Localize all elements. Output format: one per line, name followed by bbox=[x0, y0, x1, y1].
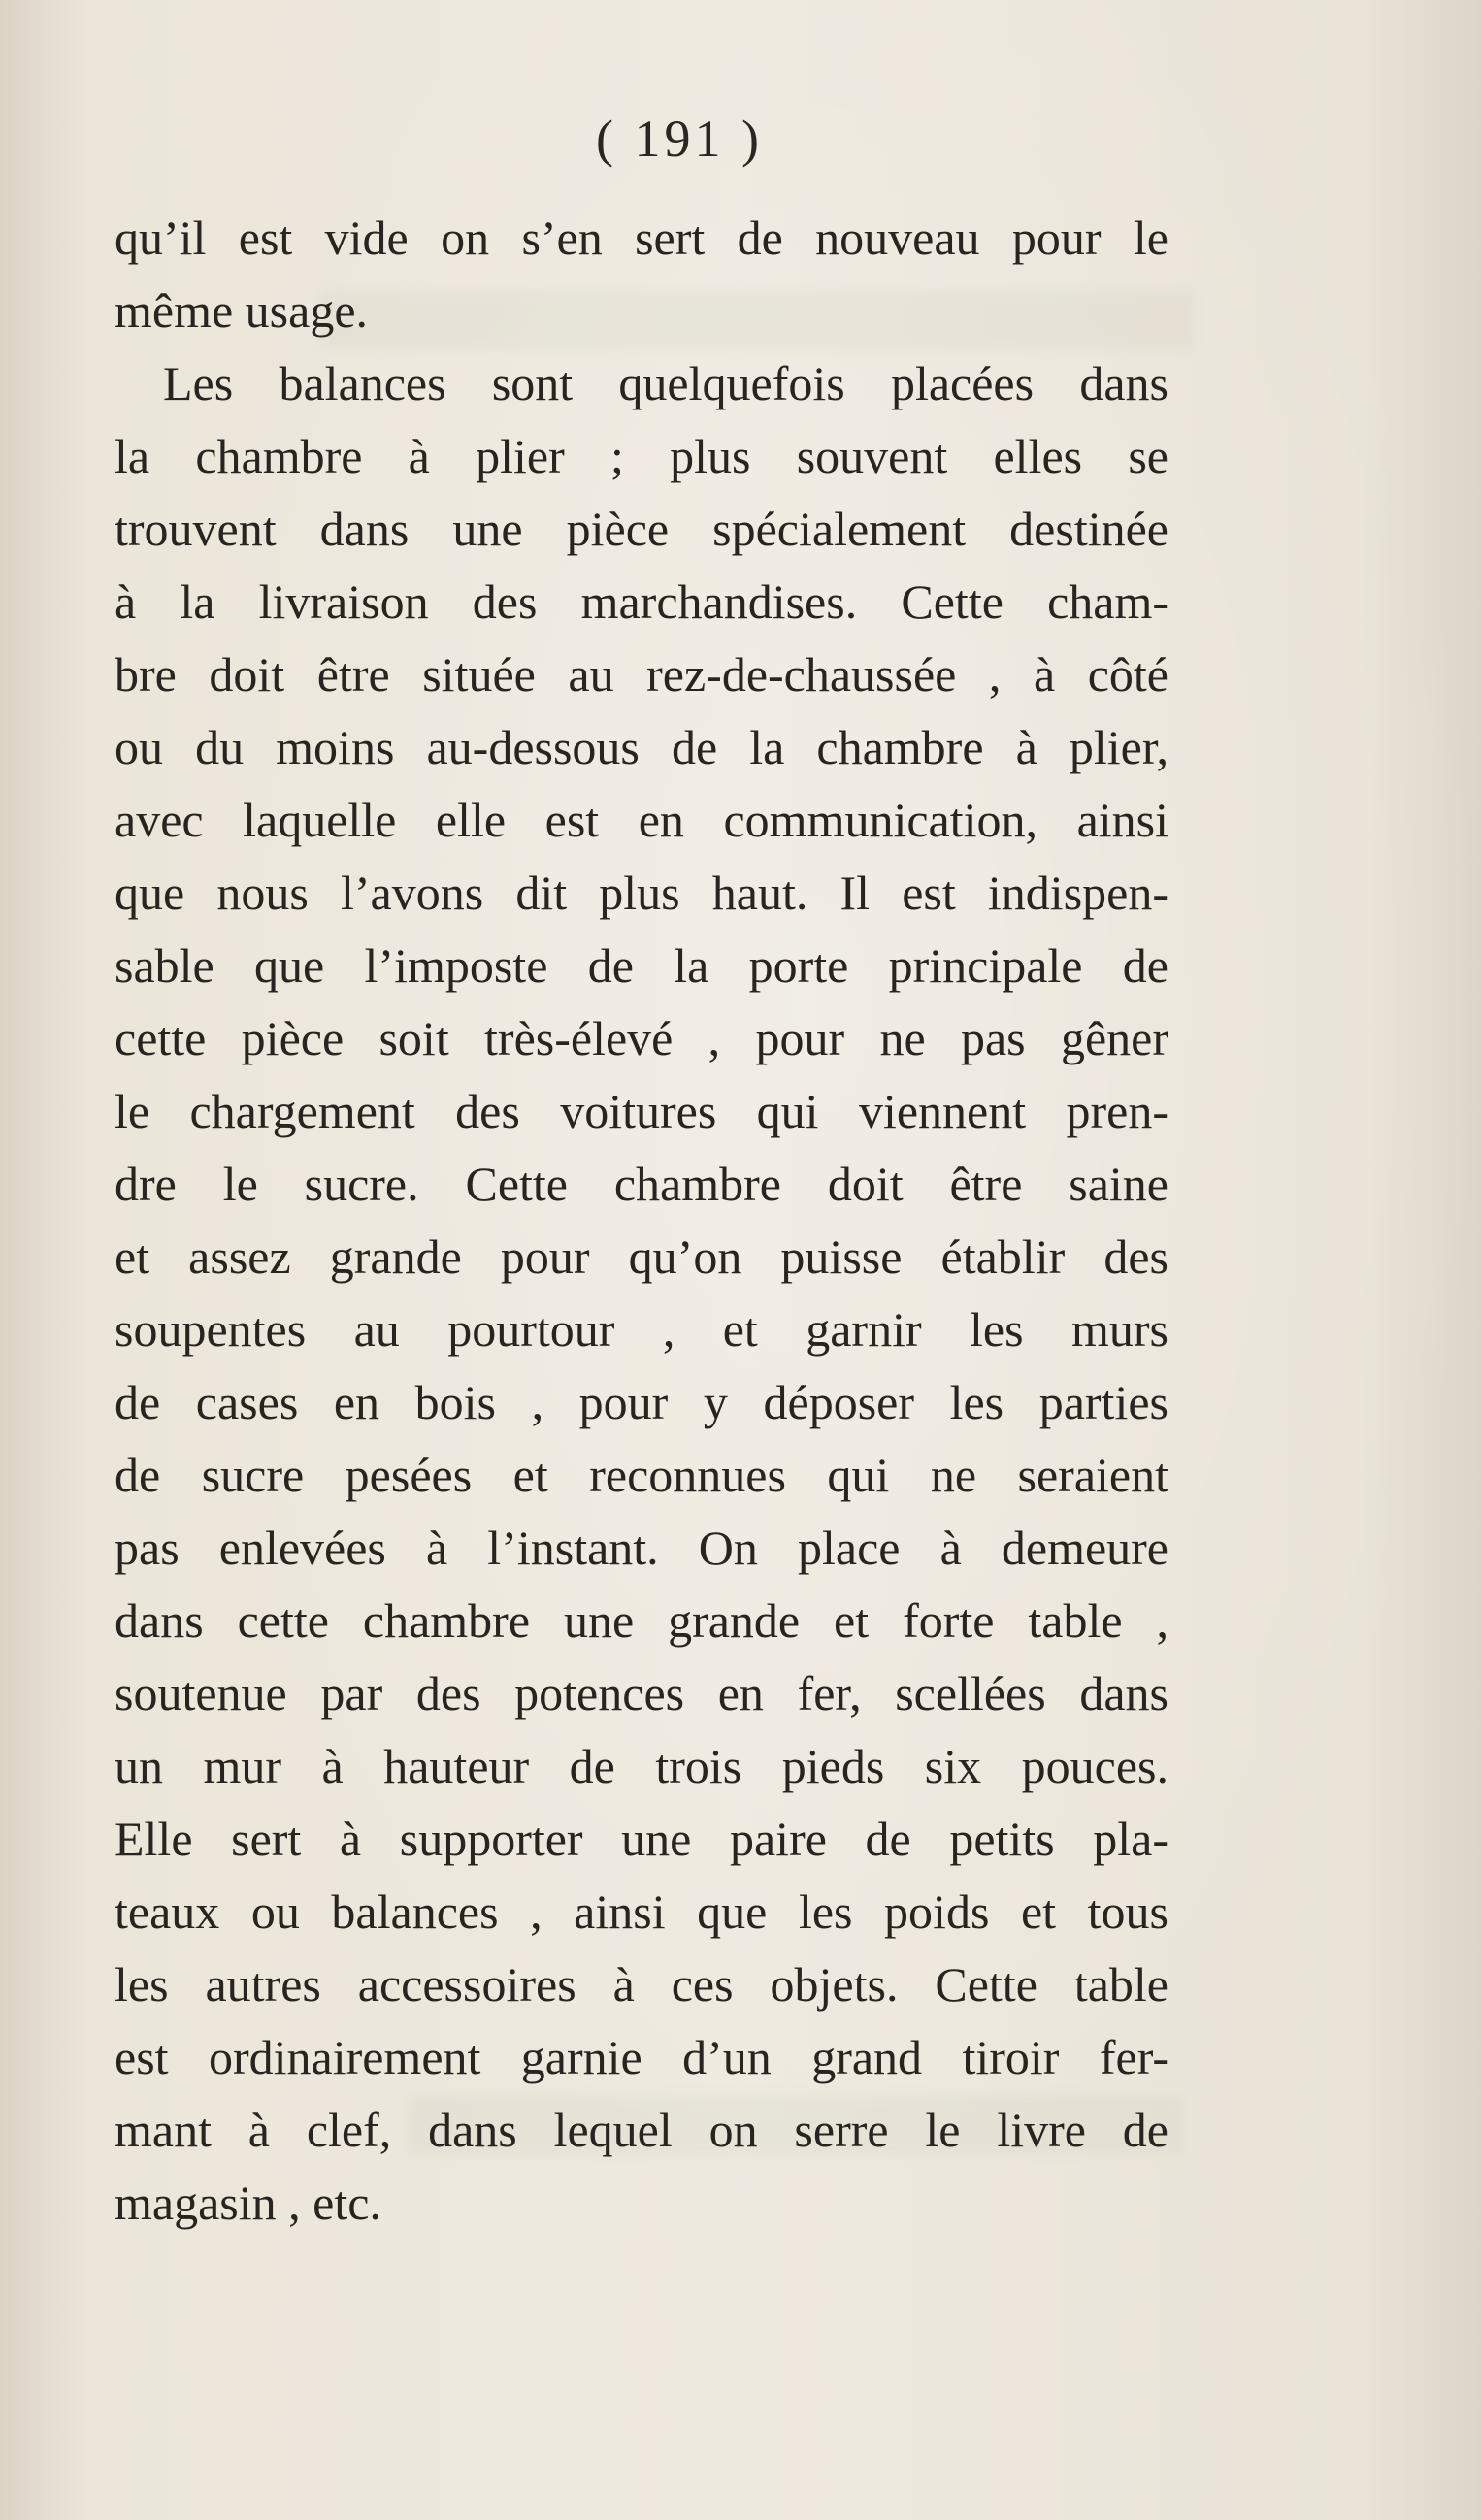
text-line: la chambre à plier ; plus souvent elles se bbox=[115, 429, 1168, 483]
text-line: de cases en bois , pour y déposer les parties bbox=[115, 1375, 1168, 1429]
page-number: ( 191 ) bbox=[596, 110, 763, 168]
text-line: magasin , etc. bbox=[115, 2176, 381, 2230]
text-line: dre le sucre. Cette chambre doit être saine bbox=[115, 1157, 1168, 1211]
text-line: pas enlevées à l’instant. On place à demeure bbox=[115, 1521, 1168, 1575]
text-line: que nous l’avons dit plus haut. Il est indispen- bbox=[115, 866, 1168, 920]
text-line: de sucre pesées et reconnues qui ne seraient bbox=[115, 1448, 1168, 1502]
text-line: bre doit être située au rez-de-chaussée , à côté bbox=[115, 647, 1168, 702]
text-line: trouvent dans une pièce spécialement destinée bbox=[115, 502, 1168, 556]
text-line: sable que l’imposte de la porte principale de bbox=[115, 938, 1168, 993]
text-line: cette pièce soit très-élevé , pour ne pas gêner bbox=[115, 1011, 1168, 1065]
text-line: ou du moins au-dessous de la chambre à plier, bbox=[115, 720, 1168, 774]
text-line: et assez grande pour qu’on puisse établir des bbox=[115, 1229, 1168, 1284]
text-line: les autres accessoires à ces objets. Cette table bbox=[115, 1957, 1168, 2012]
text-line: à la livraison des marchandises. Cette cham- bbox=[115, 574, 1168, 629]
text-line: qu’il est vide on s’en sert de nouveau pour le bbox=[115, 211, 1168, 265]
text-line: Elle sert à supporter une paire de petits pla- bbox=[115, 1812, 1168, 1866]
text-line: teaux ou balances , ainsi que les poids et tous bbox=[115, 1884, 1168, 1939]
text-line: est ordinairement garnie d’un grand tiroir fer- bbox=[115, 2030, 1168, 2084]
body-text bbox=[115, 202, 1168, 2240]
text-line: le chargement des voitures qui viennent pren- bbox=[115, 1084, 1168, 1138]
text-line: soutenue par des potences en fer, scellées dans bbox=[115, 1666, 1168, 1720]
text-line: soupentes au pourtour , et garnir les murs bbox=[115, 1302, 1168, 1357]
text-line: un mur à hauteur de trois pieds six pouces. bbox=[115, 1739, 1168, 1793]
text-line: mant à clef, dans lequel on serre le livre de bbox=[115, 2103, 1168, 2157]
text-line: même usage. bbox=[115, 283, 369, 338]
text-line: avec laquelle elle est en communication, ainsi bbox=[115, 793, 1168, 847]
text-line: dans cette chambre une grande et forte table , bbox=[115, 1593, 1168, 1648]
text-line: Les balances sont quelquefois placées dans bbox=[163, 356, 1168, 410]
